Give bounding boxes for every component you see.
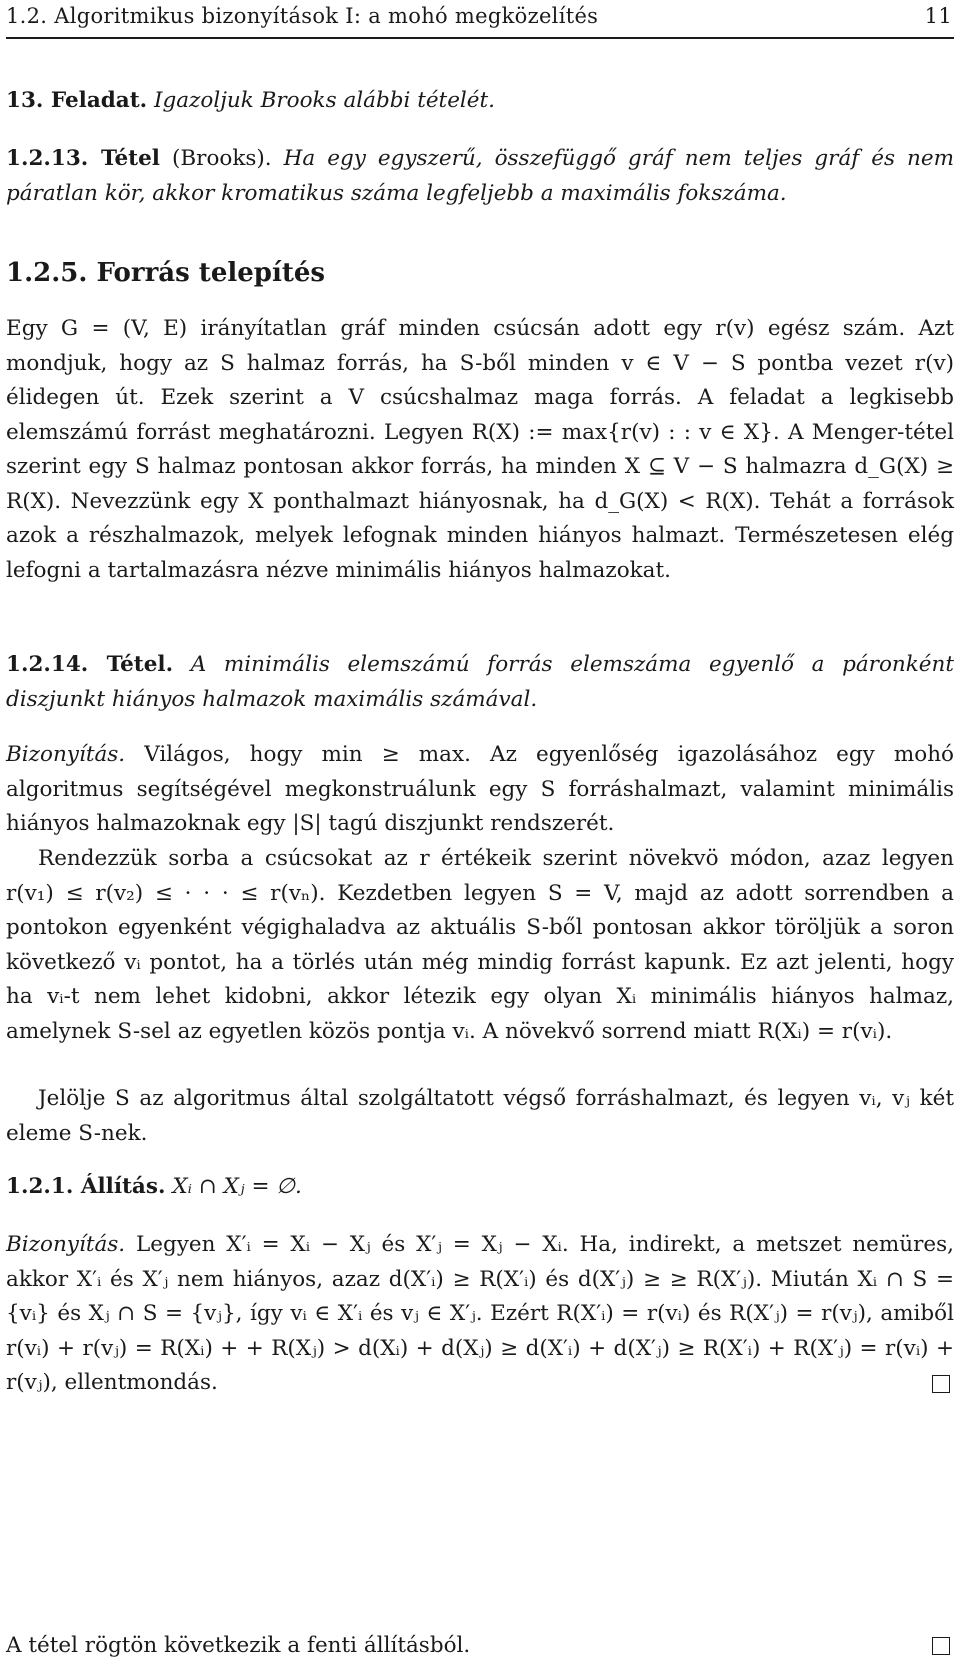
qed-box-icon <box>932 1637 950 1655</box>
claim-label: 1.2.1. Állítás. <box>6 1174 165 1199</box>
subsection-number: 1.2.5. <box>6 258 87 288</box>
theorem-label: 1.2.14. Tétel. <box>6 652 173 677</box>
qed-box-icon <box>932 1375 950 1393</box>
proof-paragraph-3: Jelölje S az algoritmus által szolgáltatott végső forráshalmazt, és legyen vᵢ, vⱼ két eleme S-nek. <box>6 1082 954 1151</box>
running-header <box>6 2 954 32</box>
exercise-label: 13. Feladat. <box>6 88 147 113</box>
closing-text: A tétel rögtön következik a fenti állításból. <box>6 1633 470 1658</box>
theorem-text: A minimális elemszámú forrás elemszáma egyenlő a páronként diszjunkt hiányos halmazok maximális számával. <box>6 652 954 712</box>
exercise-13 <box>6 84 954 119</box>
proof-text: Legyen X′ᵢ = Xᵢ − Xⱼ és X′ⱼ = Xⱼ − Xᵢ. Ha, indirekt, a metszet nemüres, akkor X′ᵢ és X′ⱼ nem hiányos, azaz d(X′ᵢ) ≥ R(X′ᵢ) és d(X′ⱼ) ≥ ≥ R(X′ⱼ). Miután Xᵢ ∩ S = {vᵢ} és Xⱼ ∩ S = {vⱼ}, így vᵢ ∈ X′ᵢ és vⱼ ∈ X′ⱼ. Ezért R(X′ᵢ) = r(vᵢ) és R(X′ⱼ) = r(vⱼ), amiből r(vᵢ) + r(vⱼ) = R(Xᵢ) + + R(Xⱼ) > d(Xᵢ) + d(Xⱼ) ≥ d(X′ᵢ) + d(X′ⱼ) ≥ R(X′ᵢ) + R(X′ⱼ) = r(vᵢ) + r(vⱼ), ellentmondás. <box>6 1232 954 1395</box>
section-title: 1.2. Algoritmikus bizonyítások I: a mohó megközelítés <box>6 4 598 28</box>
theorem-label: 1.2.13. Tétel <box>6 146 160 171</box>
theorem-text: Ha egy egyszerű, összefüggő gráf nem teljes gráf és nem páratlan kör, akkor kromatikus száma legfeljebb a maximális fokszáma. <box>6 146 954 206</box>
proof-paragraph-2: Rendezzük sorba a csúcsokat az r értékeik szerint növekvö módon, azaz legyen r(v₁) ≤ r(v₂) ≤ · · · ≤ r(vₙ). Kezdetben legyen S = V, majd az adott sorrendben a pontokon egyenként végighaladva az aktuális S-ből pontosan akkor töröljük a soron következő vᵢ pontot, ha a törlés után még mindig forrást kapunk. Ez azt jelenti, hogy ha vᵢ-t nem lehet kidobni, akkor létezik egy olyan Xᵢ minimális hiányos halmaz, amelynek S-sel az egyetlen közös pontja vᵢ. A növekvő sorrend miatt R(Xᵢ) = r(vᵢ). <box>6 842 954 1049</box>
claim-text: Xᵢ ∩ Xⱼ = ∅. <box>172 1174 302 1199</box>
proof-label: Bizonyítás. <box>6 742 125 767</box>
intro-paragraph: Egy G = (V, E) irányítatlan gráf minden csúcsán adott egy r(v) egész szám. Azt mondjuk, hogy az S halmaz forrás, ha S-ből minden v ∈ V − S pontba vezet r(v) élidegen út. Ezek szerint a V csúcshalmaz maga forrás. A feladat a legkisebb elemszámú forrást meghatározni. Legyen R(X) := max{r(v) : : v ∈ X}. A Menger-tétel szerint egy S halmaz pontosan akkor forrás, ha minden X ⊆ V − S halmazra d_G(X) ≥ R(X). Nevezzünk egy X ponthalmazt hiányosnak, ha d_G(X) < R(X). Tehát a források azok a részhalmazok, melyek lefognak minden hiányos halmazt. Természetesen elég lefogni a tartalmazásra nézve minimális hiányos halmazokat. <box>6 312 954 588</box>
subsection-heading <box>6 256 954 291</box>
closing-sentence <box>6 1629 954 1663</box>
subsection-title: Forrás telepítés <box>97 258 326 288</box>
theorem-1-2-14 <box>6 648 954 717</box>
claim-1-2-1 <box>6 1170 954 1205</box>
header-rule <box>6 37 954 39</box>
exercise-text: Igazoljuk Brooks alábbi tételét. <box>154 88 495 113</box>
theorem-name: (Brooks). <box>172 146 272 171</box>
theorem-brooks <box>6 142 954 211</box>
proof-1 <box>6 738 954 842</box>
document-page <box>6 0 954 207</box>
proof-2 <box>6 1228 954 1401</box>
proof-paragraph-1: Világos, hogy min ≥ max. Az egyenlőség igazolásához egy mohó algoritmus segítségével megkonstruálunk egy S forráshalmazt, valamint minimális hiányos halmazoknak egy |S| tagú diszjunkt rendszerét. <box>6 742 954 836</box>
proof-label: Bizonyítás. <box>6 1232 125 1257</box>
page-number: 11 <box>925 4 952 28</box>
